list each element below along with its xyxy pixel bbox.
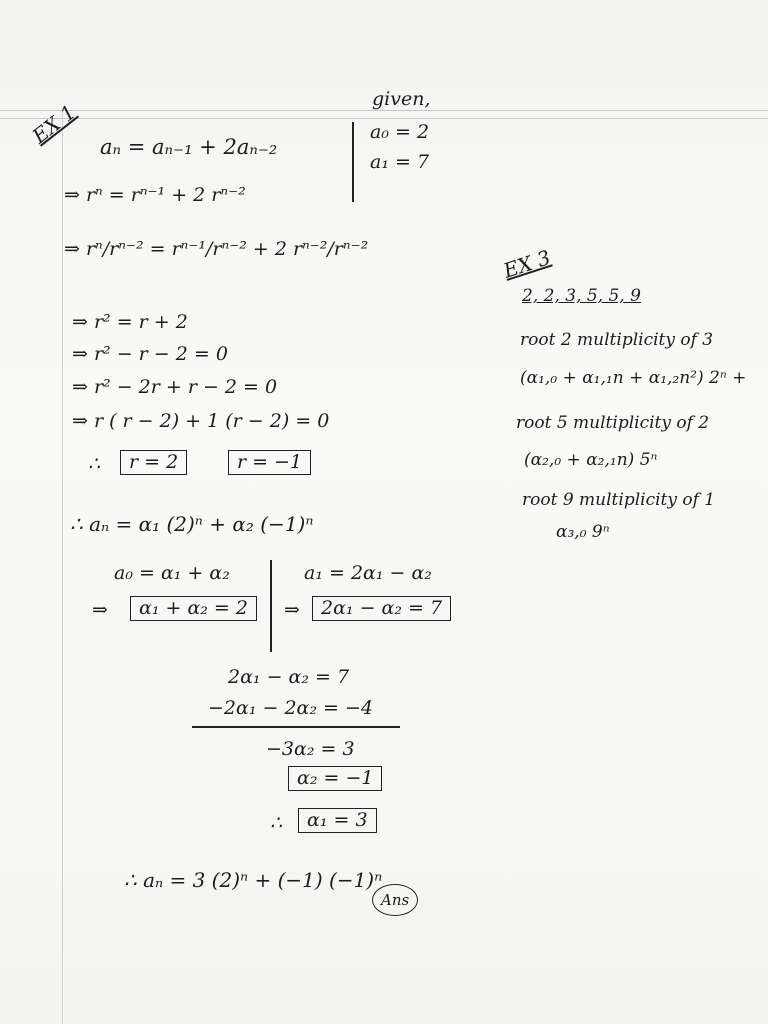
elimination-line-2: −2α₁ − 2α₂ = −4 <box>208 697 373 719</box>
ex1-label: EX 1 <box>27 99 81 149</box>
top-rule-2 <box>0 118 768 119</box>
ex3-line-4: (α₂,₀ + α₂,₁n) 5ⁿ <box>524 450 658 470</box>
initial-divider <box>270 560 272 652</box>
left-arrow: ⇒ <box>92 599 108 621</box>
right-arrow: ⇒ <box>284 599 300 621</box>
step-3: ⇒ r² = r + 2 <box>72 311 188 333</box>
step-5: ⇒ r² − 2r + r − 2 = 0 <box>72 376 278 398</box>
left-margin-line <box>62 110 63 1024</box>
step-2: ⇒ rⁿ/rⁿ⁻² = rⁿ⁻¹/rⁿ⁻² + 2 rⁿ⁻²/rⁿ⁻² <box>64 238 369 260</box>
step-4: ⇒ r² − r − 2 = 0 <box>72 343 228 365</box>
given-divider <box>352 122 354 202</box>
root-box-2: r = −1 <box>228 450 311 475</box>
right-boxed-eq: 2α₁ − α₂ = 7 <box>312 596 451 621</box>
top-rule <box>0 110 768 111</box>
ex3-line-5: root 9 multiplicity of 1 <box>522 490 716 510</box>
elimination-result: −3α₂ = 3 <box>266 738 355 760</box>
recurrence: aₙ = aₙ₋₁ + 2aₙ₋₂ <box>100 135 278 159</box>
given-a0: a₀ = 2 <box>370 121 430 143</box>
ex3-line-3: root 5 multiplicity of 2 <box>516 413 710 433</box>
therefore-symbol-2: ∴ <box>270 812 283 834</box>
answer-mark: Ans <box>372 884 418 916</box>
step-6: ⇒ r ( r − 2) + 1 (r − 2) = 0 <box>72 410 330 432</box>
ex3-label: EX 3 <box>500 245 554 283</box>
final-solution: ∴ aₙ = 3 (2)ⁿ + (−1) (−1)ⁿ <box>124 868 383 892</box>
given-a1: a₁ = 7 <box>370 151 430 173</box>
left-boxed-eq: α₁ + α₂ = 2 <box>130 596 257 621</box>
initial-eq-right: a₁ = 2α₁ − α₂ <box>304 562 432 584</box>
given-label: given, <box>372 88 431 110</box>
therefore-symbol: ∴ <box>88 453 101 475</box>
ex3-roots: 2, 2, 3, 5, 5, 9 <box>522 286 641 306</box>
alpha2-box: α₂ = −1 <box>288 766 382 791</box>
root-box-1: r = 2 <box>120 450 187 475</box>
elimination-line-1: 2α₁ − α₂ = 7 <box>228 666 350 688</box>
ex3-line-6: α₃,₀ 9ⁿ <box>556 522 610 542</box>
step-1: ⇒ rⁿ = rⁿ⁻¹ + 2 rⁿ⁻² <box>64 184 246 206</box>
ex3-line-1: root 2 multiplicity of 3 <box>520 330 714 350</box>
general-solution: ∴ aₙ = α₁ (2)ⁿ + α₂ (−1)ⁿ <box>70 512 314 536</box>
alpha1-box: α₁ = 3 <box>298 808 377 833</box>
initial-eq-left: a₀ = α₁ + α₂ <box>114 562 230 584</box>
sum-rule <box>192 726 400 728</box>
ex3-line-2: (α₁,₀ + α₁,₁n + α₁,₂n²) 2ⁿ + <box>520 368 747 388</box>
